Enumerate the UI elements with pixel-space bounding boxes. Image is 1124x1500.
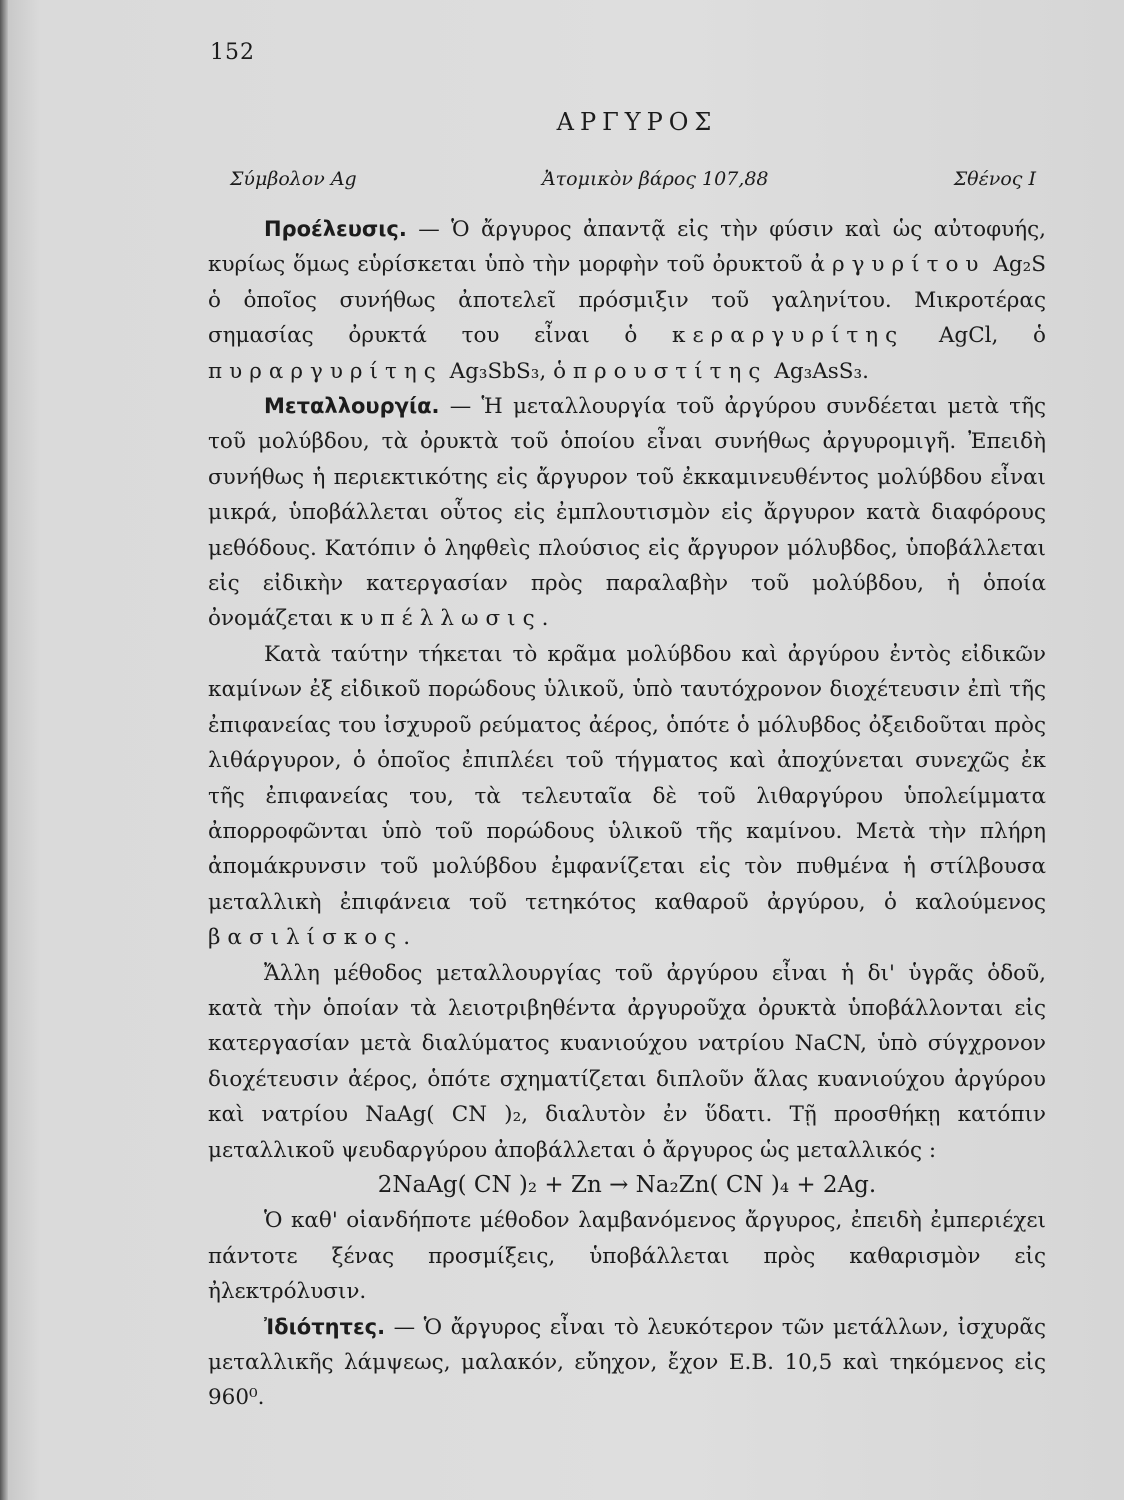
body-text — [208, 212, 1046, 1416]
book-spine-shadow — [0, 0, 8, 1500]
origin-text-e: Ag₃AsS₃. — [767, 358, 869, 384]
paragraph-properties — [208, 1310, 1046, 1416]
term-pyrargyritis: πυραργυρίτης — [208, 358, 443, 384]
term-vasiliskos: βασιλίσκος — [208, 925, 404, 951]
heading-metallurgy: Μεταλλουργία. — [264, 394, 440, 419]
term-proustitis: προυστίτης — [572, 358, 768, 384]
atomic-weight-label: Ἀτομικὸν βάρος 107,88 — [541, 168, 769, 190]
heading-origin: Προέλευσις. — [264, 217, 407, 241]
paragraph-metallurgy-1 — [208, 389, 1046, 637]
term-kypellosis: κυπέλλωσις — [339, 606, 542, 632]
origin-text-a: — Ὁ ἄργυρος ἀπαντᾷ εἰς τὴν φύσιν καὶ ὡς αὐτοφυής, κυρίως ὅμως εὑρίσκεται ὑπὸ τὴν μορφὴν τοῦ ὀρυκτοῦ — [208, 217, 1046, 278]
origin-text-c: AgCl, ὁ — [904, 323, 1046, 349]
paragraph-metallurgy-3: Ἄλλη μέθοδος μεταλλουργίας τοῦ ἀργύρου εἶναι ἡ δι' ὑγρᾶς ὁδοῦ, κατὰ τὴν ὁποίαν τὰ λειοτριβηθέντα ἀργυροῦχα ὀρυκτὰ ὑποβάλλονται εἰς κατεργασίαν μετὰ διαλύματος κυανιούχου νατρίου NaCN, ὑπὸ σύγχρονον διοχέτευσιν ἀέρος, ὁπότε σχηματίζεται διπλοῦν ἅλας κυανιούχου ἀργύρου καὶ νατρίου NaAg( CN )₂, διαλυτὸν ἐν ὕδατι. Τῇ προσθήκῃ κατόπιν μεταλλικοῦ ψευδαργύρου ἀποβάλλεται ὁ ἄργυρος ὡς μεταλλικός : — [208, 960, 1046, 1163]
metallurgy-p2-text-b: . — [403, 925, 411, 951]
paragraph-metallurgy-4: Ὁ καθ' οἱανδήποτε μέθοδον λαμβανόμενος ἄργυρος, ἐπειδὴ ἐμπεριέχει πάντοτε ξένας προσμίξεις, ὑποβάλλεται πρὸς καθαρισμὸν εἰς ἠλεκτρόλυσιν. — [208, 1208, 1046, 1305]
metallurgy-text-a: — Ἡ μεταλλουργία τοῦ ἀργύρου συνδέεται μετὰ τῆς τοῦ μολύβδου, τὰ ὀρυκτὰ τοῦ ὁποίου εἶναι συνήθως ἀργυρομιγῆ. Ἐπειδὴ συνήθως ἡ περιεκτικότης εἰς ἄργυρον τοῦ ἐκκαμινευθέντος μολύβδου εἶναι μικρά, ὑποβάλλεται οὗτος εἰς ἐμπλουτισμὸν εἰς ἄργυρον κατὰ διαφόρους μεθόδους. Κατόπιν ὁ ληφθεὶς πλούσιος εἰς ἄργυρον μόλυβδος, ὑποβάλλεται εἰς εἰδικὴν κατεργασίαν πρὸς παραλαβὴν τοῦ μολύβδου, ἡ ὁποία ὀνομάζεται — [208, 394, 1046, 632]
paragraph-metallurgy-2 — [208, 637, 1046, 956]
element-meta-row — [230, 168, 1036, 190]
term-kerargyritis: κεραργυρίτης — [672, 323, 905, 349]
chapter-title: ΑΡΓΥΡΟΣ — [556, 108, 718, 136]
page-number: 152 — [210, 40, 255, 65]
metallurgy-text-b: . — [541, 606, 549, 632]
properties-text: — Ὁ ἄργυρος εἶναι τὸ λευκότερον τῶν μετάλλων, ἰσχυρᾶς μεταλλικῆς λάμψεως, μαλακόν, εὔηχον, ἔχον Ε.Β. 10,5 καὶ τηκόμενος εἰς 960⁰. — [208, 1314, 1046, 1411]
term-argyritou: ἀργυρίτου — [810, 252, 986, 278]
heading-properties: Ἰδιότητες. — [264, 1314, 386, 1339]
paragraph-origin — [208, 212, 1046, 389]
metallurgy-p2-text-a: Κατὰ ταύτην τήκεται τὸ κρᾶμα μολύβδου καὶ ἀργύρου ἐντὸς εἰδικῶν καμίνων ἐξ εἰδικοῦ πορώδους ὑλικοῦ, ὑπὸ ταυτόχρονον διοχέτευσιν ἐπὶ τῆς ἐπιφανείας του ἰσχυροῦ ρεύματος ἀέρος, ὁπότε ὁ μόλυβδος ὀξειδοῦται πρὸς λιθάργυρον, ὁ ὁποῖος ἐπιπλέει τοῦ τήγματος καὶ ἀποχύνεται συνεχῶς ἐκ τῆς ἐπιφανείας του, τὰ τελευταῖα δὲ τοῦ λιθαργύρου ὑπολείμματα ἀπορροφῶνται ὑπὸ τοῦ πορώδους ὑλικοῦ τῆς καμίνου. Μετὰ τὴν πλήρη ἀπομάκρυνσιν τοῦ μολύβδου ἐμφανίζεται εἰς τὸν πυθμένα ἡ στίλβουσα μεταλλικὴ ἐπιφάνεια τοῦ τετηκότος καθαροῦ ἀργύρου, ὁ καλούμενος — [208, 641, 1046, 915]
chemical-equation: 2NaAg( CN )₂ + Zn → Na₂Zn( CN )₄ + 2Ag. — [377, 1171, 877, 1198]
origin-text-b: Ag₂S ὁ ὁποῖος συνήθως ἀποτελεῖ πρόσμιξιν τοῦ γαληνίτου. Μικροτέρας σημασίας ὀρυκτά του εἶναι ὁ — [208, 252, 1046, 349]
valence-label: Σθένος I — [953, 168, 1036, 190]
symbol-label: Σύμβολον Ag — [230, 168, 357, 190]
origin-text-d: Ag₃SbS₃, ὁ — [442, 358, 573, 384]
